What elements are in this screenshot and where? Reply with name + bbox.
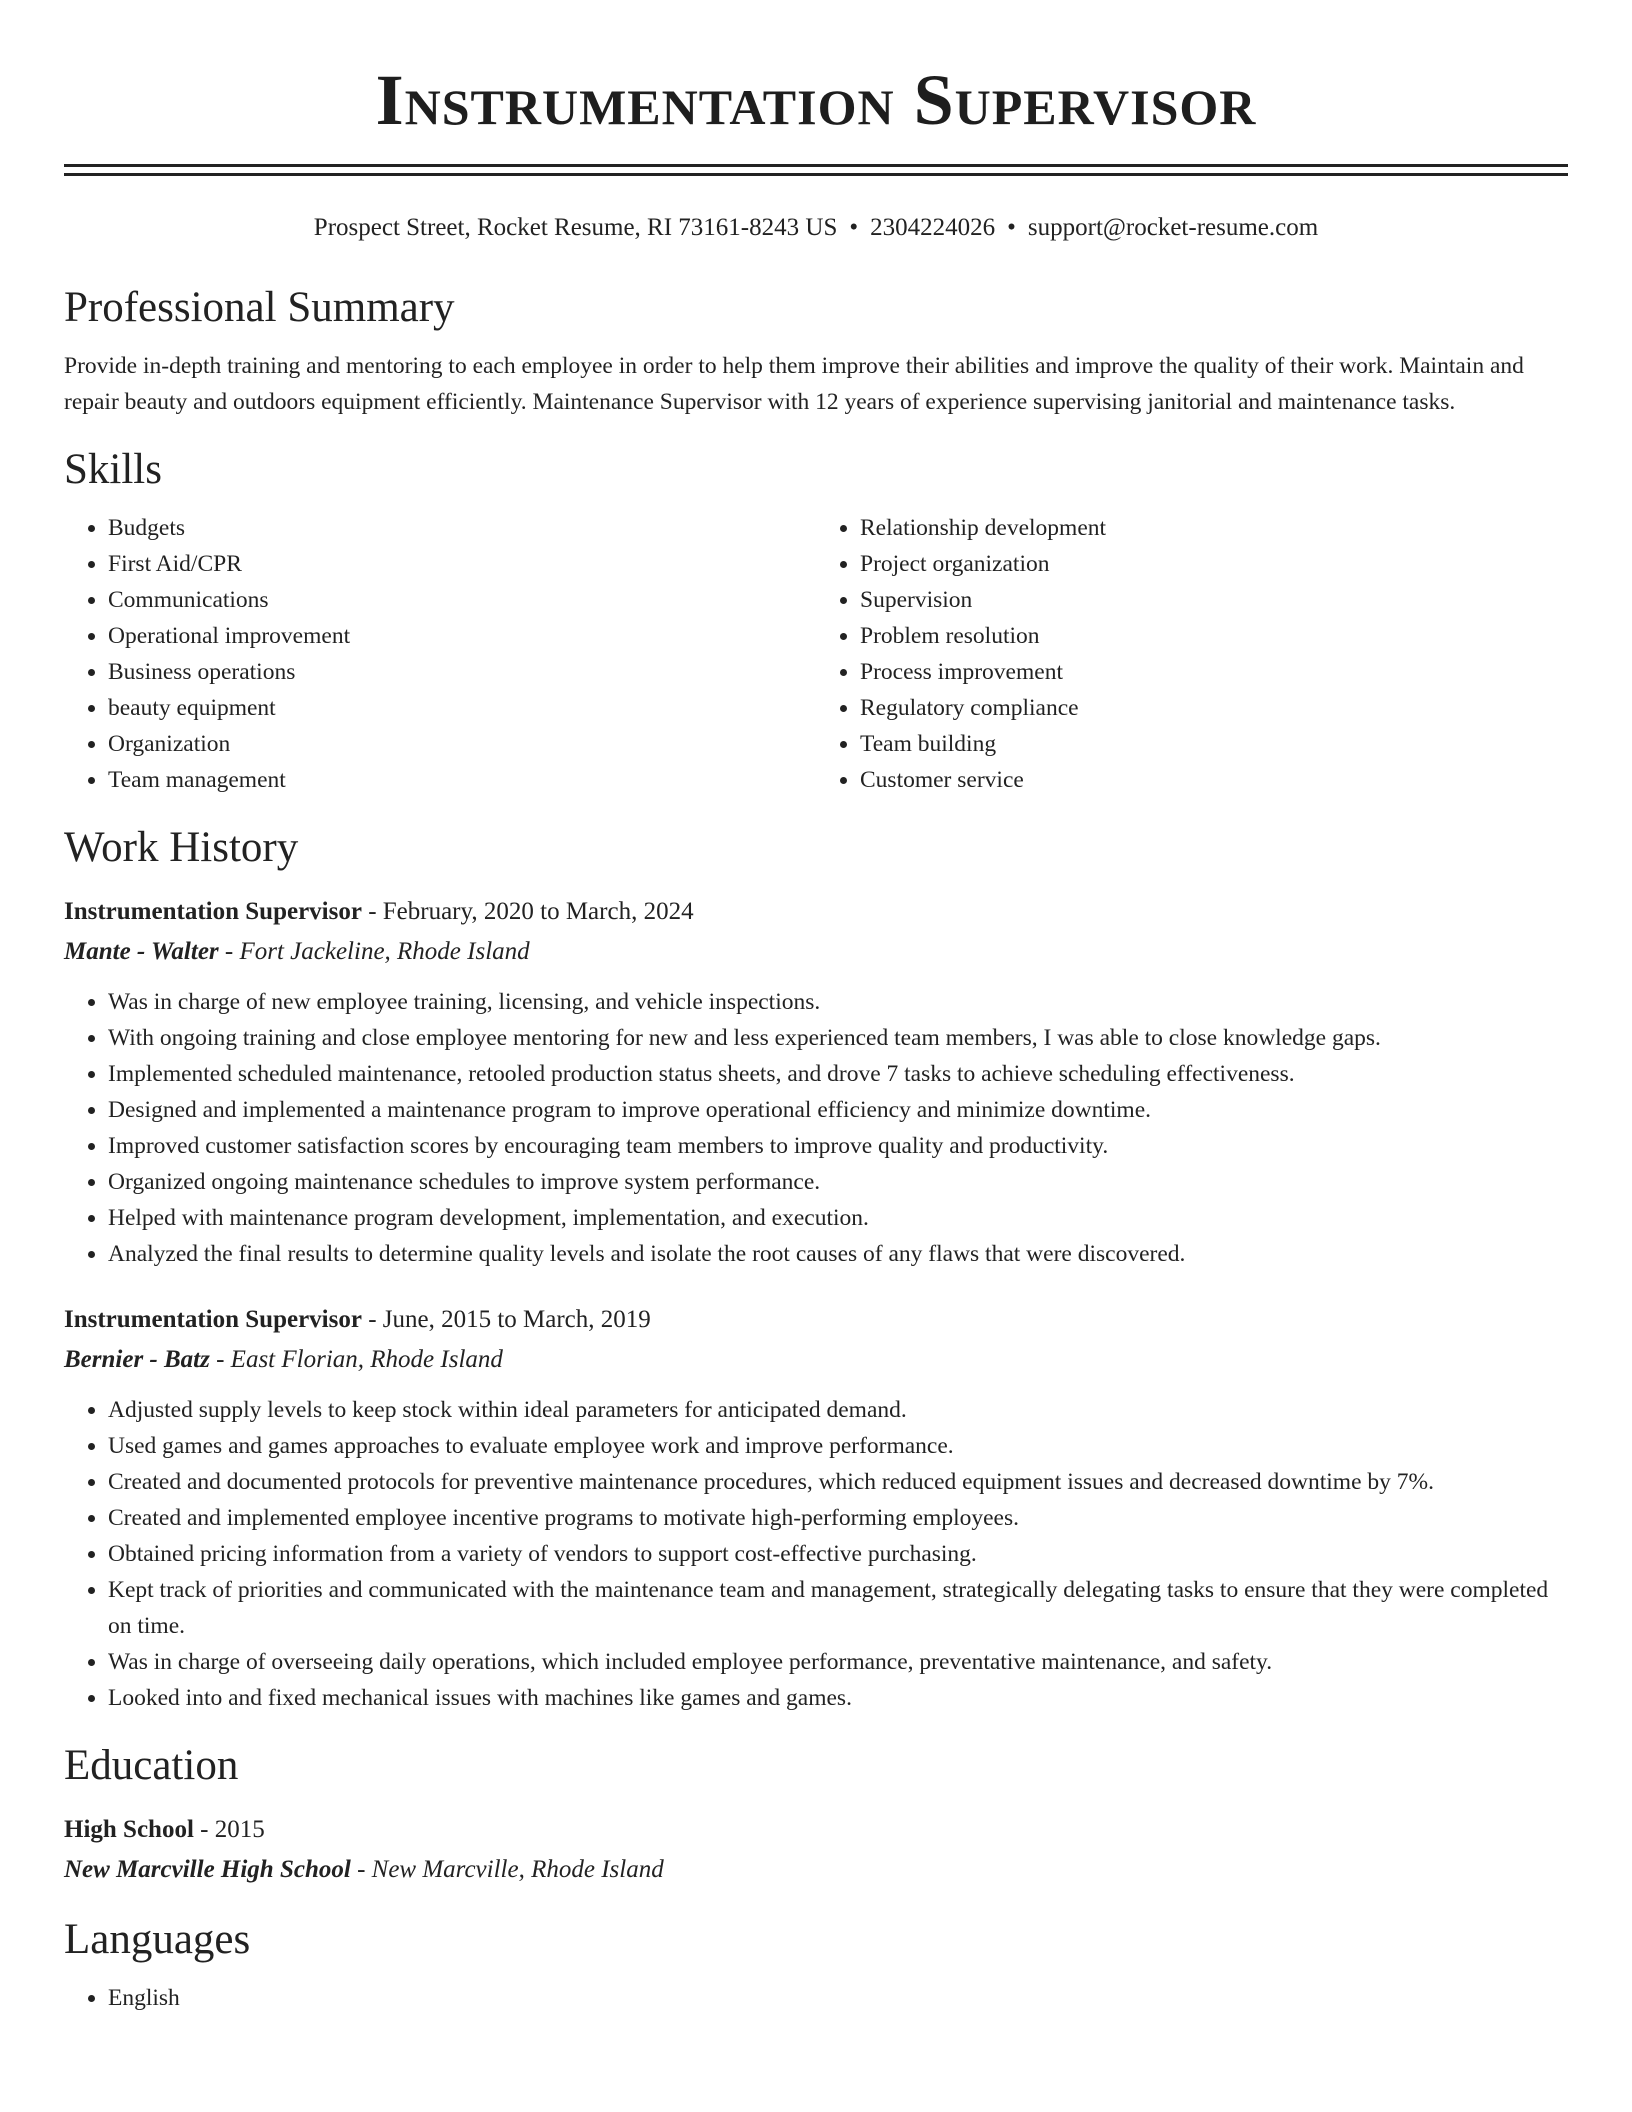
- education-school-line: [64, 1850, 1568, 1890]
- work-history-heading: Work History: [64, 824, 299, 871]
- summary-heading: Professional Summary: [64, 284, 455, 331]
- job-title: Instrumentation Supervisor: [64, 898, 362, 925]
- contact-separator: •: [849, 214, 859, 241]
- skill-item: • Operational improvement: [108, 618, 816, 654]
- skills-list-right: [816, 510, 1568, 798]
- education-degree-line: [64, 1810, 1568, 1850]
- education-degree: High School: [64, 1816, 194, 1843]
- title-divider-bottom: [64, 173, 1568, 176]
- job-bullet: • Looked into and fixed mechanical issues with machines like games and games.: [108, 1680, 1568, 1716]
- skills-columns: [64, 510, 1568, 798]
- job-title-line: [64, 1300, 1568, 1340]
- job-bullets: [64, 984, 1568, 1272]
- resume-content: [64, 0, 1568, 2016]
- job-location: - East Florian, Rhode Island: [209, 1346, 503, 1373]
- skill-item: • Organization: [108, 726, 816, 762]
- job-company: Mante - Walter: [64, 938, 219, 965]
- title-divider-top: [64, 164, 1568, 167]
- job-bullet: • Created and implemented employee incentive programs to motivate high-performing employees.: [108, 1500, 1568, 1536]
- job-bullet: • Adjusted supply levels to keep stock within ideal parameters for anticipated demand.: [108, 1392, 1568, 1428]
- skill-item: • Problem resolution: [860, 618, 1568, 654]
- skill-item: • Project organization: [860, 546, 1568, 582]
- job-bullet: • Improved customer satisfaction scores by encouraging team members to improve quality and productivity.: [108, 1128, 1568, 1164]
- resume-title: Instrumentation Supervisor: [375, 60, 1257, 140]
- skill-item: • Relationship development: [860, 510, 1568, 546]
- job-bullet: • Organized ongoing maintenance schedules to improve system performance.: [108, 1164, 1568, 1200]
- education-heading: Education: [64, 1742, 239, 1789]
- language-item: • English: [108, 1980, 1568, 2016]
- job-bullets: [64, 1392, 1568, 1716]
- skill-item: • Business operations: [108, 654, 816, 690]
- job-dates: - February, 2020 to March, 2024: [361, 898, 694, 925]
- summary-text: Provide in-depth training and mentoring to each employee in order to help them improve their abilities and improve the quality of their work. Maintain and repair beauty and outdoors equipment efficiently. Maintenance Supervisor with 12 years of experience supervising janitorial and maintenance tasks.: [64, 353, 1524, 415]
- education-school: New Marcville High School: [64, 1856, 351, 1883]
- skills-list-left: [64, 510, 816, 798]
- job-company-line: [64, 932, 1568, 972]
- job-entry: [64, 892, 1568, 1272]
- contact-separator: •: [1007, 214, 1016, 241]
- skill-item: • Customer service: [860, 762, 1568, 798]
- job-bullet: • Was in charge of new employee training, licensing, and vehicle inspections.: [108, 984, 1568, 1020]
- contact-address: Prospect Street, Rocket Resume, RI 73161-8243 US: [313, 214, 838, 241]
- job-bullet: • With ongoing training and close employee mentoring for new and less experienced team members, I was able to close knowledge gaps.: [108, 1020, 1568, 1056]
- skill-item: • Supervision: [860, 582, 1568, 618]
- contact-line: [64, 212, 1568, 244]
- contact-phone: 2304224026: [870, 214, 996, 241]
- languages-list: [64, 1980, 1568, 2016]
- job-dates: - June, 2015 to March, 2019: [361, 1306, 651, 1333]
- job-bullet: • Helped with maintenance program development, implementation, and execution.: [108, 1200, 1568, 1236]
- job-bullet: • Implemented scheduled maintenance, retooled production status sheets, and drove 7 tasks to achieve scheduling effectiveness.: [108, 1056, 1568, 1092]
- skill-item: • First Aid/CPR: [108, 546, 816, 582]
- job-bullet: • Used games and games approaches to evaluate employee work and improve performance.: [108, 1428, 1568, 1464]
- job-location: - Fort Jackeline, Rhode Island: [218, 938, 530, 965]
- job-company-line: [64, 1340, 1568, 1380]
- skills-heading: Skills: [64, 446, 162, 493]
- education-year: - 2015: [193, 1816, 265, 1843]
- job-entry: [64, 1300, 1568, 1716]
- job-bullet: • Designed and implemented a maintenance program to improve operational efficiency and minimize downtime.: [108, 1092, 1568, 1128]
- contact-email: support@rocket-resume.com: [1027, 214, 1319, 241]
- skill-item: • beauty equipment: [108, 690, 816, 726]
- job-bullet: • Created and documented protocols for preventive maintenance procedures, which reduced equipment issues and decreased downtime by 7%.: [108, 1464, 1568, 1500]
- skill-item: • Process improvement: [860, 654, 1568, 690]
- skill-item: • Team building: [860, 726, 1568, 762]
- languages-heading: Languages: [64, 1916, 251, 1963]
- education-location: - New Marcville, Rhode Island: [350, 1856, 664, 1883]
- job-bullet: • Was in charge of overseeing daily operations, which included employee performance, preventative maintenance, and safety.: [108, 1644, 1568, 1680]
- job-title: Instrumentation Supervisor: [64, 1306, 362, 1333]
- job-company: Bernier - Batz: [64, 1346, 210, 1373]
- job-title-line: [64, 892, 1568, 932]
- skill-item: • Communications: [108, 582, 816, 618]
- skill-item: • Team management: [108, 762, 816, 798]
- job-bullet: • Obtained pricing information from a variety of vendors to support cost-effective purchasing.: [108, 1536, 1568, 1572]
- skill-item: • Budgets: [108, 510, 816, 546]
- skill-item: • Regulatory compliance: [860, 690, 1568, 726]
- job-bullet: • Analyzed the final results to determine quality levels and isolate the root causes of any flaws that were discovered.: [108, 1236, 1568, 1272]
- job-bullet: • Kept track of priorities and communicated with the maintenance team and management, strategically delegating tasks to ensure that they were completed on time.: [108, 1572, 1568, 1644]
